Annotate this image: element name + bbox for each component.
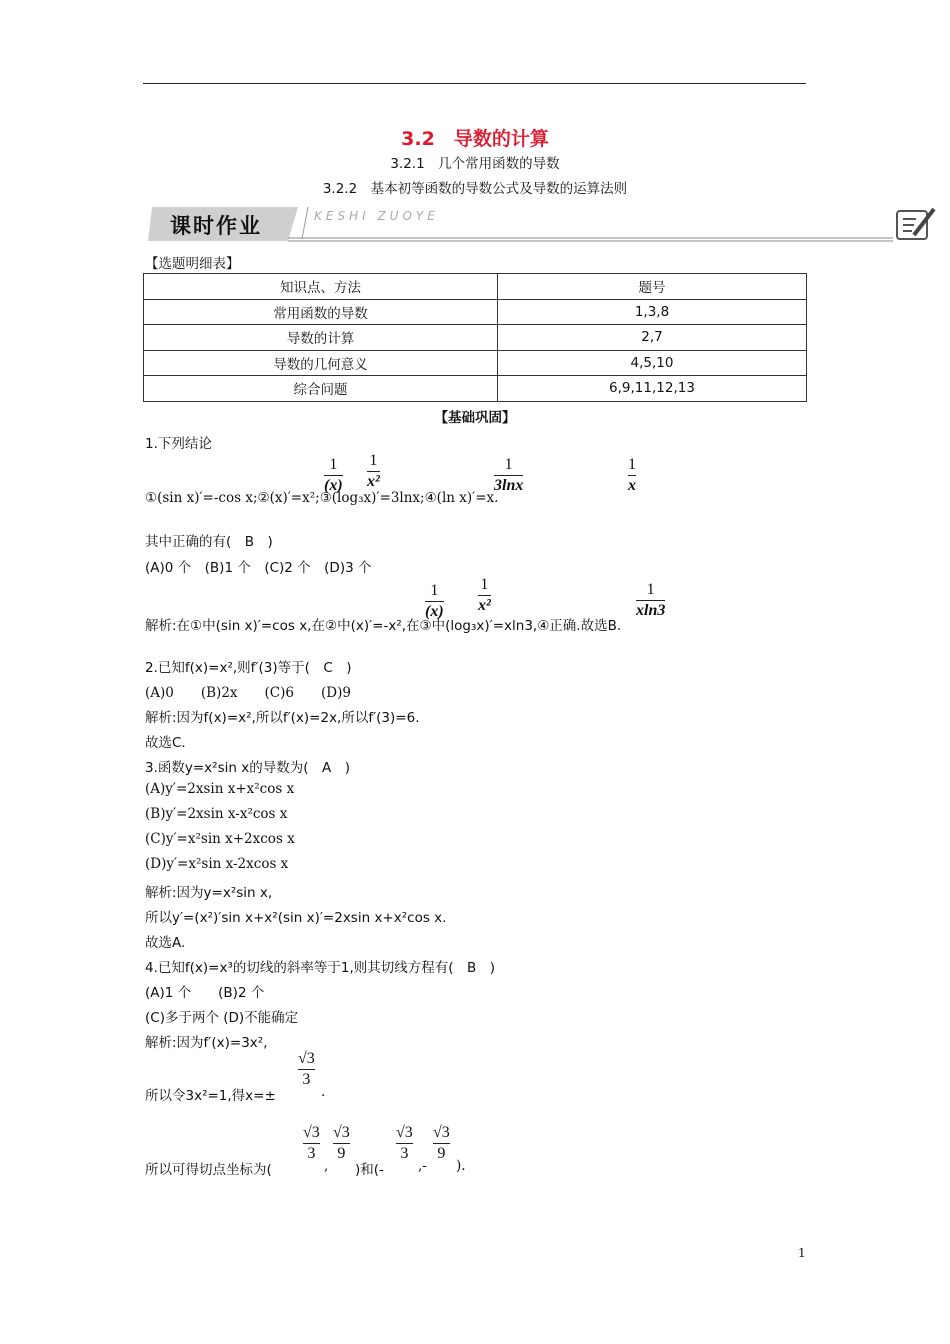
q3-stem: 3.函数y=x²sin x的导数为( A ) [145,760,350,776]
q1-formula-line: ①(sin x)′=-cos x;②(x)′=x²;③(log₃x)′=3lnx;④(ln x)′=x. [145,490,499,506]
q1-analysis: 解析:在①中(sin x)′=cos x,在②中(x)′=-x²,在③中(log₃x)′=xln3,④正确.故选B. [145,618,622,634]
fraction: 1 x [628,456,636,494]
q3-conclusion: 故选A. [145,935,186,951]
q3-option-c: (C)y′=x²sin x+2xcos x [145,831,295,847]
q1-stem: 1.下列结论 [145,436,212,452]
fraction: √3 3 [396,1124,413,1162]
q4-stem: 4.已知f(x)=x³的切线的斜率等于1,则其切线方程有( B ) [145,960,496,976]
q4-options-2: (C)多于两个 (D)不能确定 [145,1010,299,1026]
q2-conclusion: 故选C. [145,735,186,751]
table-cell: 常用函数的导数 [144,299,498,325]
fraction: √3 9 [433,1124,450,1162]
table-header-cell: 题号 [498,274,807,300]
q4-options-1: (A)1 个 (B)2 个 [145,985,265,1001]
q2-stem: 2.已知f(x)=x²,则f′(3)等于( C ) [145,660,352,676]
q3-option-b: (B)y′=2xsin x-x²cos x [145,806,288,822]
table-cell: 导数的计算 [144,325,498,351]
homework-banner [148,205,938,245]
fraction: √3 3 [303,1124,320,1162]
table-row [144,350,807,376]
header-rule [143,83,806,84]
q3-analysis-1: 解析:因为y=x²sin x, [145,885,273,901]
q4-analysis-2: 所以令3x²=1,得x=± [145,1088,276,1104]
section-heading: 【基础巩固】 [434,410,516,426]
table-cell: 综合问题 [144,376,498,402]
q3-option-a: (A)y′=2xsin x+x²cos x [145,781,295,797]
table-row [144,376,807,402]
table-caption: 【选题明细表】 [145,256,240,272]
fraction: 1 x² [478,576,491,614]
fraction: 1 3lnx [494,456,524,494]
banner-title: 课时作业 [170,214,262,238]
q3-option-d: (D)y′=x²sin x-2xcos x [145,856,289,872]
page-title: 3.2 导数的计算 [401,128,549,150]
q2-analysis: 解析:因为f(x)=x²,所以f′(x)=2x,所以f′(3)=6. [145,710,420,726]
q4-analysis-3: 所以可得切点坐标为( [145,1162,272,1178]
fraction: √3 9 [333,1124,350,1162]
subtitle-1: 3.2.1 几个常用函数的导数 [390,156,560,172]
q1-ask: 其中正确的有( B ) [145,534,273,550]
comma-minus: ,- [418,1158,427,1174]
fraction: √3 3 [298,1050,315,1088]
table-row [144,299,807,325]
fraction: 1 xln3 [636,581,666,619]
fraction: 1 x² [367,452,380,490]
table-cell: 导数的几何意义 [144,350,498,376]
banner-subtitle: KESHI ZUOYE [314,209,439,223]
table-header-cell: 知识点、方法 [144,274,498,300]
q1-options: (A)0 个 (B)1 个 (C)2 个 (D)3 个 [145,560,372,576]
fraction: 1 (x) [425,582,444,620]
table-cell: 6,9,11,12,13 [498,376,807,402]
q3-analysis-2: 所以y′=(x²)′sin x+x²(sin x)′=2xsin x+x²cos x. [145,910,447,926]
comma: , [324,1158,329,1174]
table-cell: 4,5,10 [498,350,807,376]
q4-analysis-1: 解析:因为f′(x)=3x², [145,1035,268,1051]
table-row [144,325,807,351]
subtitle-2: 3.2.2 基本初等函数的导数公式及导数的运算法则 [322,181,628,197]
period: . [321,1084,326,1100]
table-cell: 2,7 [498,325,807,351]
and-paren: )和(- [355,1162,384,1178]
page-number: 1 [798,1246,806,1260]
notebook-pen-icon [894,205,938,245]
q2-options: (A)0 (B)2x (C)6 (D)9 [145,685,351,701]
fraction: 1 (x) [324,456,343,494]
close-paren: ). [456,1158,466,1174]
question-selection-table [143,273,807,402]
table-cell: 1,3,8 [498,299,807,325]
table-header-row [144,274,807,300]
